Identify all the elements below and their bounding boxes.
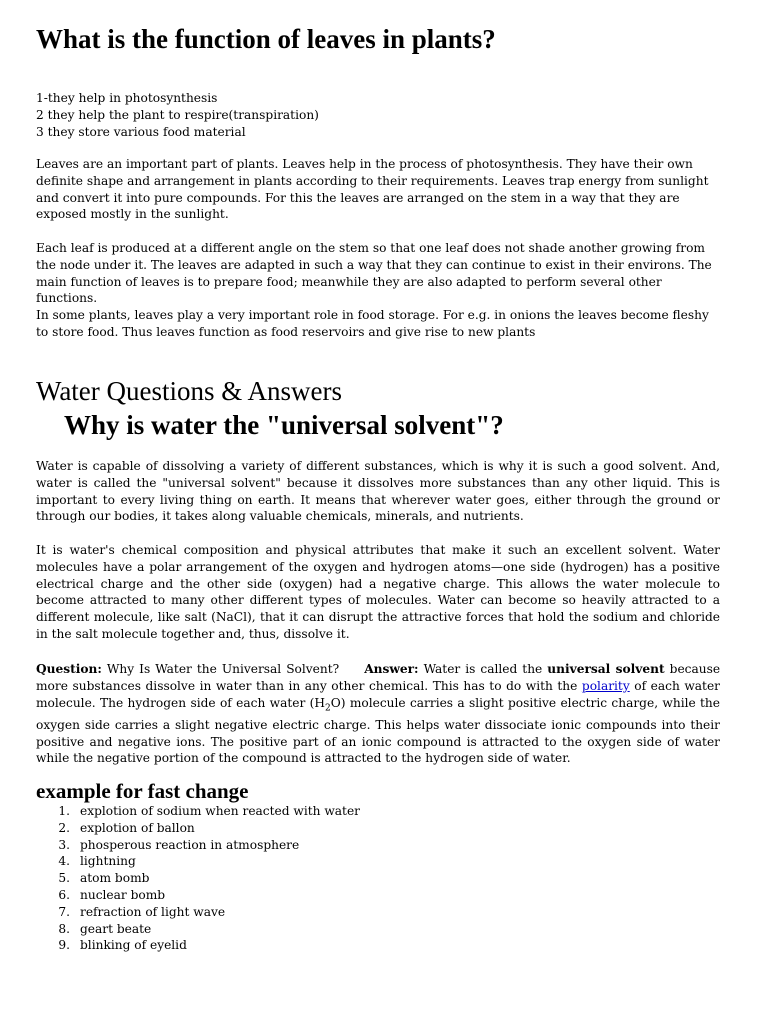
list-item-number: 3. [58, 837, 70, 852]
list-item-text: refraction of light wave [80, 904, 226, 919]
list-item-text: geart beate [80, 921, 152, 936]
leaves-paragraph-3: In some plants, leaves play a very important role in food storage. For e.g. in onions the leaves become fleshy to store food. Thus leaves function as food reservoirs and give rise to new plants [36, 308, 709, 339]
answer-text-mid: because more substances dissolve in water than in any other chemical. This has to do with the [36, 662, 721, 693]
list-item-text: phosperous reaction in atmosphere [80, 837, 300, 852]
answer-text-pre: Water is called the [423, 662, 543, 676]
list-item-number: 9. [58, 938, 70, 953]
question-text: Why Is Water the Universal Solvent? [106, 662, 340, 676]
subscript-two: 2 [325, 703, 331, 714]
examples-list [36, 803, 360, 954]
leaves-point-1: 1-they help in photosynthesis [36, 91, 218, 105]
list-item-number: 2. [58, 820, 70, 835]
answer-text-post2: O) molecule carries a slight positive electric charge, while the oxygen side carries a slight negative electric charge. This helps water dissociate ionic compounds into their positive and negative ions. The positive part of an ionic compound is attracted to the oxygen side of water while the negative portion of the compound is attracted to the hydrogen side of water. [36, 695, 720, 766]
answer-label: Answer: [364, 662, 419, 676]
list-item-text: blinking of eyelid [80, 938, 187, 953]
water-qa-paragraph [36, 661, 720, 767]
leaves-title: What is the function of leaves in plants? [36, 24, 496, 54]
list-item-text: explotion of ballon [80, 820, 195, 835]
list-item-text: nuclear bomb [80, 887, 166, 902]
list-item [36, 887, 360, 904]
leaves-paragraph-1: Leaves are an important part of plants. Leaves help in the process of photosynthesis. They have their own definite shape and arrangement in plants according to their requirements. Leaves trap energy from sunlight and convert it into pure compounds. For this the leaves are arranged on the stem in a way that they are exposed mostly in the sunlight. [36, 157, 709, 222]
water-subheading: Why is water the "universal solvent"? [64, 410, 504, 440]
list-item [36, 853, 360, 870]
list-item [36, 904, 360, 921]
list-item-text: explotion of sodium when reacted with water [80, 804, 360, 818]
list-item-number: 8. [58, 921, 70, 936]
list-item-number: 5. [58, 871, 70, 886]
water-paragraph-1: Water is capable of dissolving a variety of different substances, which is why it is such a good solvent. And, water is called the "universal solvent" because it dissolves more substances than any other liquid. This is important to every living thing on earth. It means that wherever water goes, either through the ground or through our bodies, it takes along valuable chemicals, minerals, and nutrients. [36, 459, 720, 524]
water-heading: Water Questions & Answers [36, 376, 343, 406]
answer-text-post1: of each water molecule. The hydrogen side of each water (H [36, 678, 720, 710]
list-item [36, 820, 360, 837]
polarity-link[interactable]: polarity [581, 678, 630, 693]
list-item-number: 7. [58, 904, 70, 919]
leaves-points [36, 90, 720, 140]
list-item [36, 870, 360, 887]
water-paragraph-2: It is water's chemical composition and physical attributes that make it such an excellent solvent. Water molecules have a polar arrangement of the oxygen and hydrogen atoms—one side (hydrogen) has a positive electrical charge and the other side (oxygen) had a negative charge. This allows the water molecule to become attracted to many other different types of molecules. Water can become so heavily attracted to a different molecule, like salt (NaCl), that it can disrupt the attractive forces that hold the sodium and chloride in the salt molecule together and, thus, dissolve it. [36, 543, 720, 641]
list-item-number: 4. [58, 854, 70, 869]
list-item [36, 937, 360, 954]
list-item-number: 1. [58, 804, 70, 818]
leaves-paragraph-2: Each leaf is produced at a different angle on the stem so that one leaf does not shade another growing from the node under it. The leaves are adapted in such a way that they can continue to exist in their environs. The main function of leaves is to prepare food; meanwhile they are also adapted to perform several other functions. [36, 241, 712, 306]
list-item [36, 803, 360, 820]
leaves-point-2: 2 they help the plant to respire(transpiration) [36, 107, 319, 122]
list-item-text: lightning [80, 854, 136, 869]
leaves-point-3: 3 they store various food material [36, 124, 246, 139]
answer-bold-term: universal solvent [547, 662, 665, 676]
list-item [36, 837, 360, 854]
list-item-number: 6. [58, 887, 70, 902]
list-item [36, 921, 360, 938]
question-label: Question: [36, 662, 102, 676]
list-item-text: atom bomb [80, 871, 150, 886]
examples-heading: example for fast change [36, 779, 249, 803]
